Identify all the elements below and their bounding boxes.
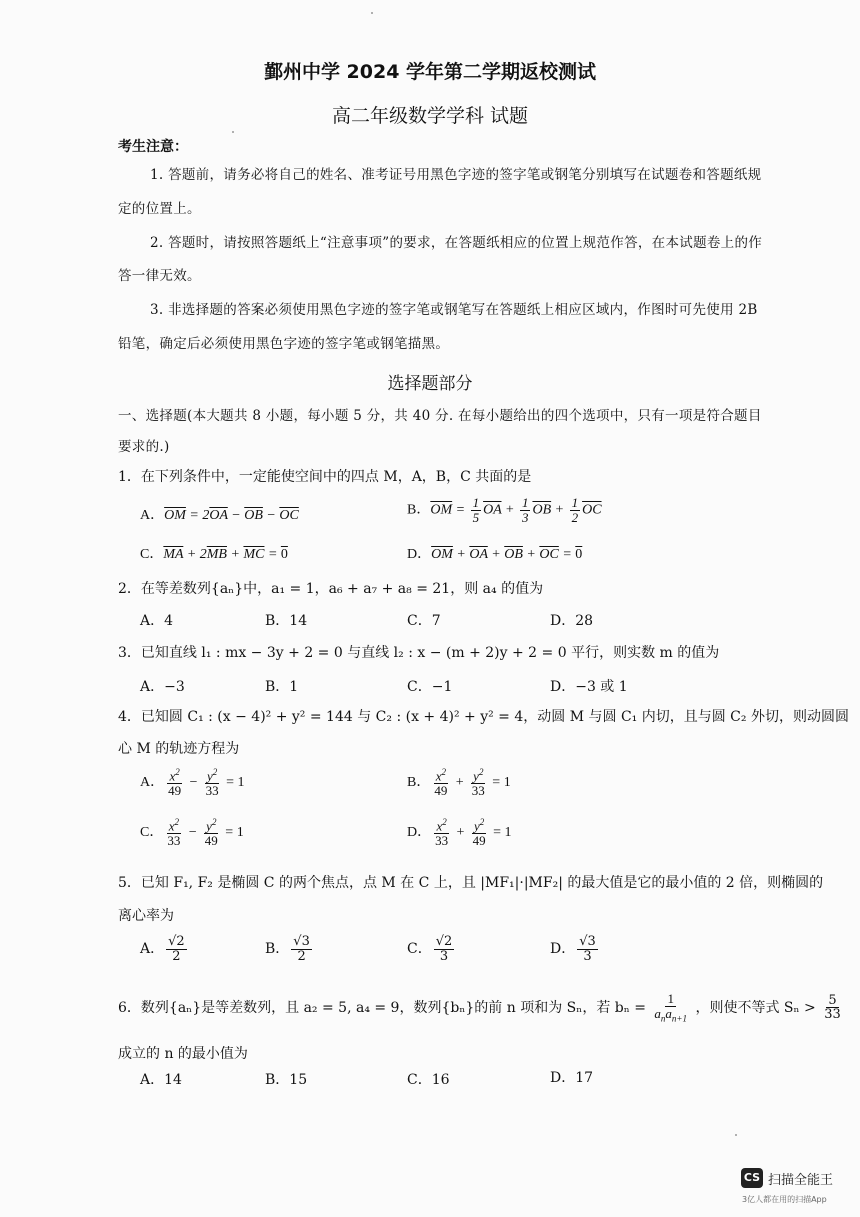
question-5-option-d: D． $\frac{√3}{3}$: [550, 934, 596, 964]
scan-speck: [371, 12, 373, 14]
question-2-option-b: B．14: [265, 613, 308, 629]
question-3-stem: 3．已知直线 l₁ : mx − 3y + 2 = 0 与直线 l₂ : x − (m + 2)y + 2 = 0 平行，则实数 m 的值为: [118, 645, 720, 661]
camscanner-brand: 扫描全能王: [768, 1173, 834, 1188]
question-2-option-c: C．7: [407, 613, 441, 629]
exam-title: 鄞州中学 2024 学年第二学期返校测试: [263, 61, 597, 83]
question-6-option-d: D．17: [550, 1070, 594, 1086]
question-1-option-b: B．$\overline{OM}$ = $\frac{1}{5}$ $\overline{OA}$ + $\frac{1}{3}$ $\overline{OB}$ + $\frac{1}{2}$ $\overline{OC}$: [407, 495, 602, 525]
question-2-stem: 2．在等差数列{aₙ}中，a₁ = 1，a₆ + a₇ + a₈ = 21，则 a₄ 的值为: [118, 581, 544, 597]
notice-item-2-line-1: 2. 答题时，请按照答题纸上“注意事项”的要求，在答题纸相应的位置上规范作答，在本试题卷上的作: [150, 235, 763, 251]
notice-item-1-line-2: 定的位置上。: [118, 201, 201, 217]
notice-heading: 考生注意：: [118, 139, 188, 155]
notice-item-3-line-2: 铅笔，确定后必须使用黑色字迹的签字笔或钢笔描黑。: [118, 336, 450, 352]
question-5-stem-line-2: 离心率为: [118, 908, 174, 924]
question-5-stem-line-1: 5．已知 F₁, F₂ 是椭圆 C 的两个焦点，点 M 在 C 上，且 |MF₁|·|MF₂| 的最大值是它的最小值的 2 倍，则椭圆的: [118, 875, 824, 891]
question-6-stem-line-2: 成立的 n 的最小值为: [118, 1046, 248, 1062]
question-6-stem-mid: ，则使不等式 Sₙ >: [695, 999, 816, 1016]
question-3-option-a: A．−3: [140, 679, 185, 695]
question-4-option-b: B． $\frac{x^2}{49}$ + $\frac{y^2}{33}$ = 1: [407, 767, 511, 798]
question-4-stem-line-2: 心 M 的轨迹方程为: [118, 741, 240, 757]
question-4-stem-line-1: 4．已知圆 C₁ : (x − 4)² + y² = 144 与 C₂ : (x + 4)² + y² = 4，动圆 M 与圆 C₁ 内切，且与圆 C₂ 外切，则动圆圆: [118, 709, 849, 725]
question-6-stem-pre: 6．数列{aₙ}是等差数列，且 a₂ = 5, a₄ = 9，数列{bₙ}的前 n 项和为 Sₙ，若 bₙ =: [118, 999, 646, 1016]
camscanner-logo-icon: CS: [741, 1168, 763, 1188]
question-5-option-b: B． $\frac{√3}{2}$: [265, 934, 310, 964]
question-5-option-a: A． $\frac{√2}{2}$: [140, 934, 185, 964]
notice-item-1-line-1: 1. 答题前，请务必将自己的姓名、准考证号用黑色字迹的签字笔或钢笔分别填写在试题卷和答题纸规: [150, 167, 762, 183]
notice-item-3-line-1: 3. 非选择题的答案必须使用黑色字迹的签字笔或钢笔写在答题纸上相应区域内，作图时可先使用 2B: [150, 302, 758, 318]
question-1-stem: 1．在下列条件中，一定能使空间中的四点 M，A，B，C 共面的是: [118, 469, 532, 485]
question-3-option-c: C．−1: [407, 679, 453, 695]
section-intro-line-2: 要求的.): [118, 439, 170, 455]
section-title: 选择题部分: [387, 374, 473, 394]
section-intro-line-1: 一、选择题(本大题共 8 小题，每小题 5 分，共 40 分. 在每小题给出的四个选项中，只有一项是符合题目: [118, 408, 762, 424]
question-5-option-c: C． $\frac{√2}{3}$: [407, 934, 453, 964]
question-1-option-a: A．$\overline{OM} = 2\overline{OA} - \overline{OB} - \overline{OC}$: [140, 508, 299, 523]
scan-speck: [735, 1134, 737, 1136]
question-3-option-d: D．−3 或 1: [550, 679, 628, 695]
question-4-option-d: D． $\frac{x^2}{33}$ + $\frac{y^2}{49}$ = 1: [407, 817, 512, 848]
question-1-option-d: D．$\overline{OM} + \overline{OA} + \overline{OB} + \overline{OC} = 0$: [407, 547, 583, 562]
question-2-option-a: A．4: [140, 613, 174, 629]
scan-speck: [232, 131, 234, 133]
question-4-option-a: A． $\frac{x^2}{49}$ − $\frac{y^2}{33}$ = 1: [140, 767, 245, 798]
question-4-option-c: C． $\frac{x^2}{33}$ − $\frac{y^2}{49}$ = 1: [140, 817, 244, 848]
question-6-option-b: B．15: [265, 1072, 308, 1088]
question-1-option-c: C．$\overline{MA} + 2\overline{MB} + \overline{MC} = 0$: [140, 547, 288, 562]
camscanner-tagline: 3亿人都在用的扫描App: [742, 1195, 827, 1204]
notice-item-2-line-2: 答一律无效。: [118, 268, 201, 284]
question-6-option-c: C．16: [407, 1072, 450, 1088]
exam-subtitle: 高二年级数学学科 试题: [331, 105, 529, 127]
question-6-option-a: A．14: [140, 1072, 182, 1088]
question-6-stem-line-1: 6．数列{aₙ}是等差数列，且 a₂ = 5, a₄ = 9，数列{bₙ}的前 n 项和为 Sₙ，若 bₙ = $\frac{1}{a_na_{n+1}}$ ，则使不等式 Sₙ > $\frac{5}{33}$: [118, 991, 841, 1024]
question-2-option-d: D．28: [550, 613, 594, 629]
question-3-option-b: B．1: [265, 679, 299, 695]
